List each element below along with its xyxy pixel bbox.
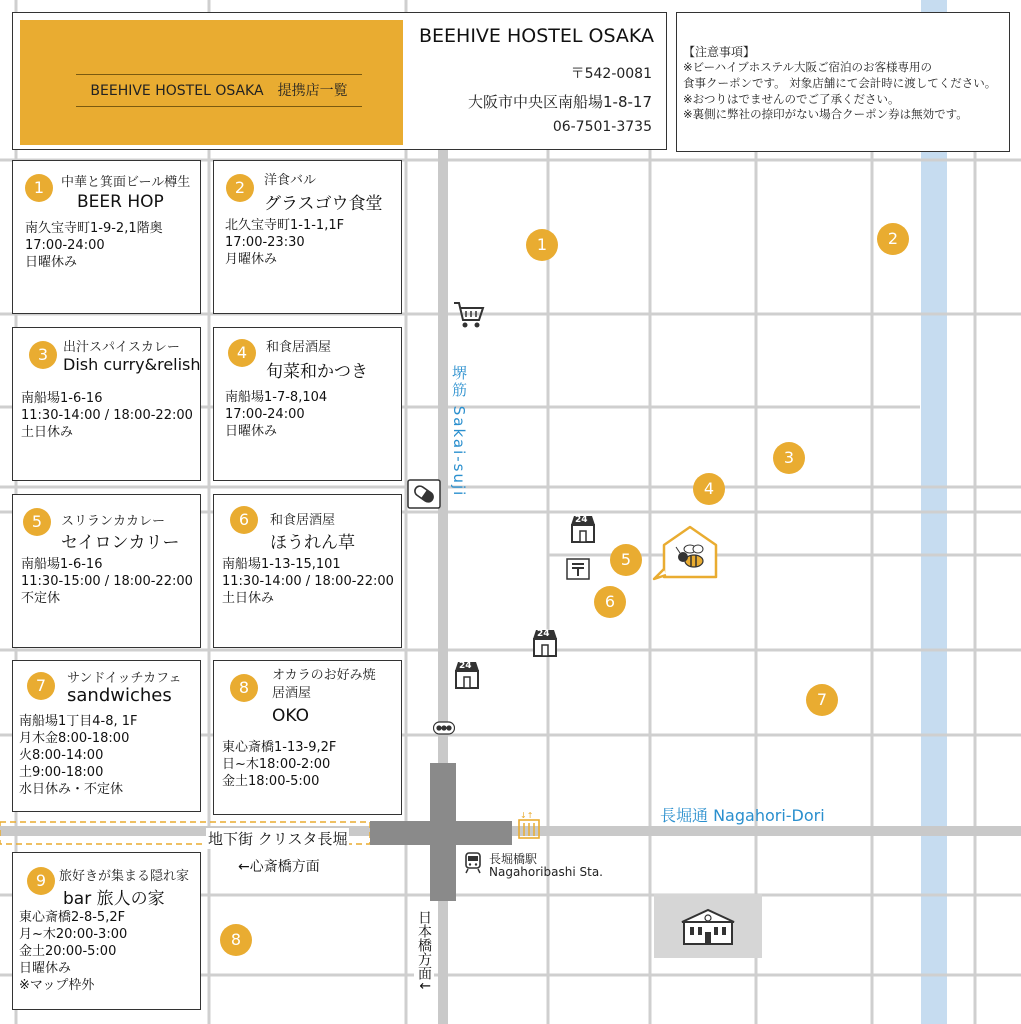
shop-info [21, 556, 193, 607]
convenience-store-icon [530, 628, 560, 658]
notice-line-3: ※おつりはでませんのでご了承ください。 [683, 92, 900, 106]
shop-category: オカラのお好み焼 居酒屋 [272, 668, 376, 701]
shop-info-line: 11:30-14:00 / 18:00-22:00 [222, 574, 394, 589]
shop-info-line: 東心斎橋2-8-5,2F [19, 910, 126, 925]
station-exit-icon [518, 810, 540, 840]
post-office-icon [566, 558, 590, 580]
shop-info-line: 不定休 [21, 591, 61, 606]
shop-info-line: 土9:00-18:00 [19, 765, 104, 780]
shop-info-line: 北久宝寺町1-1-1,1F [225, 218, 345, 233]
shop-info-line: 土日休み [21, 425, 74, 440]
shop-card-1 [12, 160, 201, 314]
map-marker-3[interactable]: 3 [773, 442, 805, 474]
shop-category: 出汁スパイスカレー [63, 340, 180, 355]
shop-info-line: 土日休み [222, 591, 275, 606]
shop-number-badge: 8 [230, 674, 258, 702]
train-icon [464, 852, 482, 874]
shop-number-badge: 1 [25, 174, 53, 202]
shop-info-line: 日曜休み [25, 255, 78, 270]
nagahori-dori-label: 長堀通 Nagahori-Dori [660, 806, 825, 825]
hostel-postal: 〒542-0081 [570, 66, 652, 82]
shop-number-badge: 5 [23, 508, 51, 536]
shop-info-line: 水日休み・不定休 [19, 782, 124, 797]
map-marker-8[interactable]: 8 [220, 924, 252, 956]
shop-category: サンドイッチカフェ [67, 671, 182, 686]
shop-info-line: 南船場1-6-16 [21, 391, 103, 406]
hostel-address: 大阪市中央区南船場1-8-17 [468, 93, 652, 111]
shop-info-line: 金土20:00-5:00 [19, 944, 117, 959]
shop-info-line: 南久宝寺町1-9-2,1階奥 [25, 221, 163, 236]
shop-category: 中華と箕面ビール樽生 [61, 175, 191, 190]
shop-card-5 [12, 494, 201, 648]
pharmacy-icon [407, 479, 441, 509]
shop-card-9 [12, 852, 201, 1010]
notice-line-4: ※裏側に弊社の捺印がない場合クーポン券は無効です。 [683, 107, 968, 121]
shop-info-line: 月木金8:00-18:00 [19, 731, 130, 746]
shopping-cart-icon [452, 300, 486, 330]
shop-category: 洋食バル [264, 173, 317, 188]
shop-info-line: 月~木20:00-3:00 [19, 927, 128, 942]
convenience-store-icon [568, 514, 598, 544]
shop-card-4 [213, 327, 402, 481]
banner-title: BEEHIVE HOSTEL OSAKA 提携店一覧 [90, 83, 348, 99]
map-marker-7[interactable]: 7 [806, 684, 838, 716]
shop-name: sandwiches [67, 685, 172, 706]
map-marker-6[interactable]: 6 [594, 586, 626, 618]
shop-info [222, 739, 336, 790]
map-marker-1[interactable]: 1 [526, 229, 558, 261]
shop-info-line: 17:00-23:30 [225, 235, 305, 250]
shop-category: スリランカカレー [61, 514, 166, 529]
shop-card-8 [213, 660, 402, 815]
map-marker-5[interactable]: 5 [610, 544, 642, 576]
notice-line-1: ※ビーハイブホステル大阪ご宿泊のお客様専用の [683, 60, 932, 74]
store-24-label: 24 [537, 629, 550, 639]
shop-info-line: 南船場1-6-16 [21, 557, 103, 572]
station-name-en: Nagahoribashi Sta. [489, 865, 603, 879]
header-box [12, 12, 667, 150]
shop-card-2 [213, 160, 402, 314]
notice-box [676, 12, 1010, 152]
shop-category: 旅好きが集まる隠れ家 [59, 869, 190, 884]
shop-info-line: 日~木18:00-2:00 [222, 757, 331, 772]
banner-rule-top [76, 74, 362, 75]
banner-rule-bottom [76, 106, 362, 107]
shop-info-line: 11:30-14:00 / 18:00-22:00 [21, 408, 193, 423]
shop-number-badge: 2 [226, 174, 254, 202]
shop-number-badge: 3 [29, 341, 57, 369]
shop-number-badge: 4 [228, 339, 256, 367]
shop-info-line: 17:00-24:00 [25, 238, 105, 253]
shop-info-line: 金土18:00-5:00 [222, 774, 320, 789]
sakai-suji-label: 堺筋 Sakai-suji [450, 365, 468, 498]
shop-info [19, 909, 127, 994]
shop-info [222, 556, 394, 607]
store-24-label: 24 [575, 515, 588, 525]
shop-info-line: 11:30-15:00 / 18:00-22:00 [21, 574, 193, 589]
shop-card-7 [12, 660, 201, 812]
shop-category: 和食居酒屋 [266, 340, 332, 355]
nihonbashi-direction: 日本橋方面↓ [416, 910, 432, 992]
svg-text:↓↑: ↓↑ [520, 811, 534, 820]
shop-info-line: 日曜休み [19, 961, 72, 976]
shop-name: BEER HOP [77, 192, 164, 212]
shop-name: Dish curry&relish [63, 355, 201, 374]
shop-info-line: 南船場1-7-8,104 [225, 390, 328, 405]
shinsaibashi-direction: ←心斎橋方面 [236, 856, 322, 876]
store-24-label: 24 [459, 661, 472, 671]
shop-name: OKO [272, 706, 309, 726]
shop-info [225, 389, 327, 440]
shop-card-3 [12, 327, 201, 481]
shop-info [19, 713, 138, 798]
shop-name: グラスゴウ食堂 [264, 194, 383, 214]
convenience-store-icon [452, 660, 482, 690]
shop-info-line: 17:00-24:00 [225, 407, 305, 422]
shop-card-6 [213, 494, 402, 648]
shop-info-line: 東心斎橋1-13-9,2F [222, 740, 337, 755]
shop-number-badge: 9 [27, 867, 55, 895]
header-banner [20, 20, 403, 145]
shop-number-badge: 7 [27, 672, 55, 700]
notice-title: 【注意事項】 [683, 45, 756, 59]
hostel-phone: 06-7501-3735 [552, 119, 652, 135]
shop-name: ほうれん草 [270, 533, 355, 553]
shop-category: 和食居酒屋 [270, 513, 336, 528]
public-building-icon [678, 908, 738, 946]
shop-info-line: 南船場1-13-15,101 [222, 557, 341, 572]
shop-info [21, 390, 193, 441]
station-name-jp: 長堀橋駅 [489, 852, 538, 866]
shop-name: 旬菜和かつき [266, 362, 368, 382]
shop-number-badge: 6 [230, 506, 258, 534]
shop-info [225, 217, 344, 268]
notice-line-2: 食事クーポンです。 対象店舗にて会計時に渡してください。 [683, 76, 997, 90]
beehive-hostel-icon [652, 523, 720, 581]
shop-info-line: 月曜休み [225, 252, 278, 267]
shop-name: bar 旅人の家 [63, 889, 165, 909]
hostel-name: BEEHIVE HOSTEL OSAKA [418, 25, 654, 47]
shop-name: セイロンカリー [61, 533, 180, 553]
shop-info-line: 南船場1丁目4-8, 1F [19, 714, 138, 729]
shop-info [25, 220, 163, 271]
shop-info-line: ※マップ枠外 [19, 978, 95, 993]
shop-info-line: 日曜休み [225, 424, 278, 439]
crysta-label: 地下街 クリスタ長堀 [208, 830, 348, 848]
subway-entrance-icon [433, 720, 455, 734]
map-marker-2[interactable]: 2 [877, 223, 909, 255]
map-marker-4[interactable]: 4 [693, 473, 725, 505]
shop-info-line: 火8:00-14:00 [19, 748, 104, 763]
